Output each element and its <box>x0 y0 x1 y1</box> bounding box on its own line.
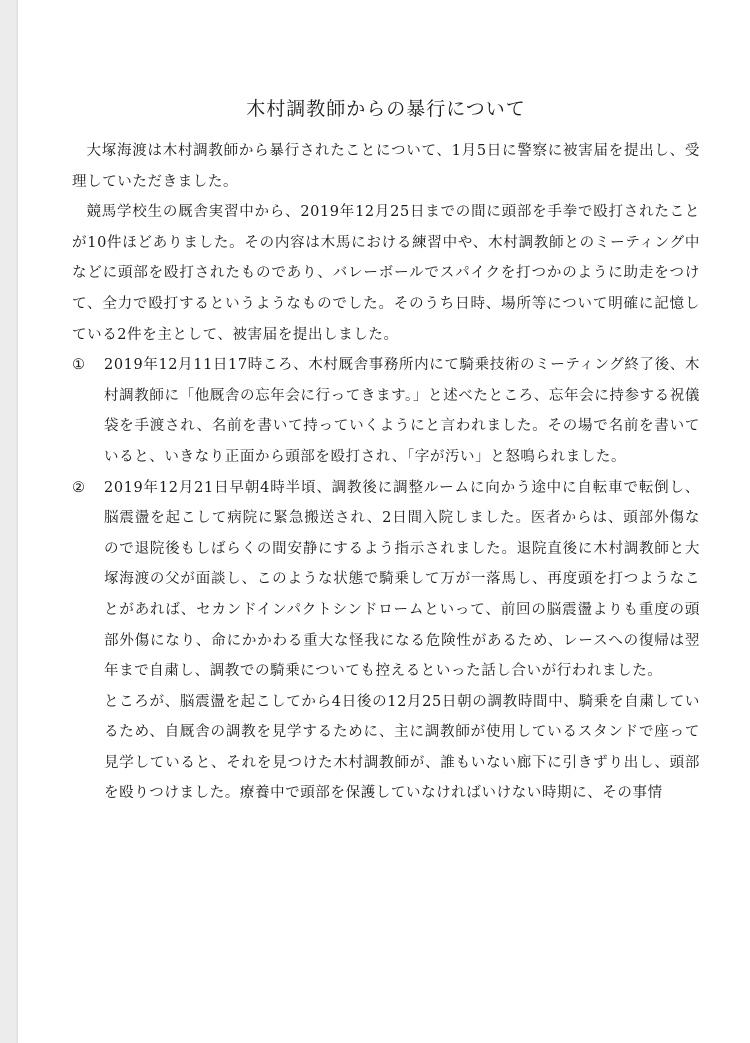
list-marker-1: ① <box>72 357 86 374</box>
paragraph-assault-summary: 競馬学校生の厩舎実習中から、2019年12月25日までの間に頭部を手拳で殴打されたことが10件ほどありました。その内容は木馬における練習中や、木村調教師とのミーティング中などに頭部を殴打されたものであり、バレーボールでスパイクを打つかのように助走をつけて、全力で殴打するというようなものでした。そのうち日時、場所等について明確に記憶している2件を主として、被害届を提出しました。 <box>72 204 700 343</box>
incident-2-continuation: ところが、脳震盪を起こしてから4日後の12月25日朝の調教時間中、騎乗を自粛しているため、自厩舎の調教を見学するために、主に調教師が使用しているスタンドで座って見学していると、それを見つけた木村調教師が、誰もいない廊下に引きずり出し、頭部を殴りつけました。療養中で頭部を保護していなければいけない時期に、その事情 <box>104 693 700 802</box>
document-page <box>18 0 750 1043</box>
incident-2-text: 2019年12月21日早朝4時半頃、調教後に調整ルームに向かう途中に自転車で転倒し、脳震盪を起こして病院に緊急搬送され、2日間入院しました。医者からは、頭部外傷なので退院後もしばらくの間安静にするよう指示されました。退院直後に木村調教師と大塚海渡の父が面談し、このような状態で騎乗して万が一落馬し、再度頭を打つようなことがあれば、セカンドインパクトシンドロームといって、前回の脳震盪よりも重度の頭部外傷になり、命にかかわる重大な怪我になる危険性があるため、レースへの復帰は翌年まで自粛し、調教での騎乗についても控えるといった話し合いが行われました。 <box>104 479 700 680</box>
list-item-incident-1 <box>72 350 700 472</box>
document-title: 木村調教師からの暴行について <box>246 98 526 120</box>
paragraph-report-filed: 大塚海渡は木村調教師から暴行されたことについて、1月5日に警察に被害届を提出し、受理していただきました。 <box>72 143 700 190</box>
incident-1-text: 2019年12月11日17時ころ、木村厩舎事務所内にて騎乗技術のミーティング終了後、木村調教師に「他厩舎の忘年会に行ってきます。」と述べたところ、忘年会に持参する祝儀袋を手渡され、名前を書いて持っていくようにと言われました。その場で名前を書いていると、いきなり正面から頭部を殴打され、「字が汚い」と怒鳴られました。 <box>104 357 700 465</box>
list-item-incident-2 <box>72 473 700 810</box>
document-body <box>72 94 700 809</box>
list-marker-2: ② <box>72 479 86 496</box>
